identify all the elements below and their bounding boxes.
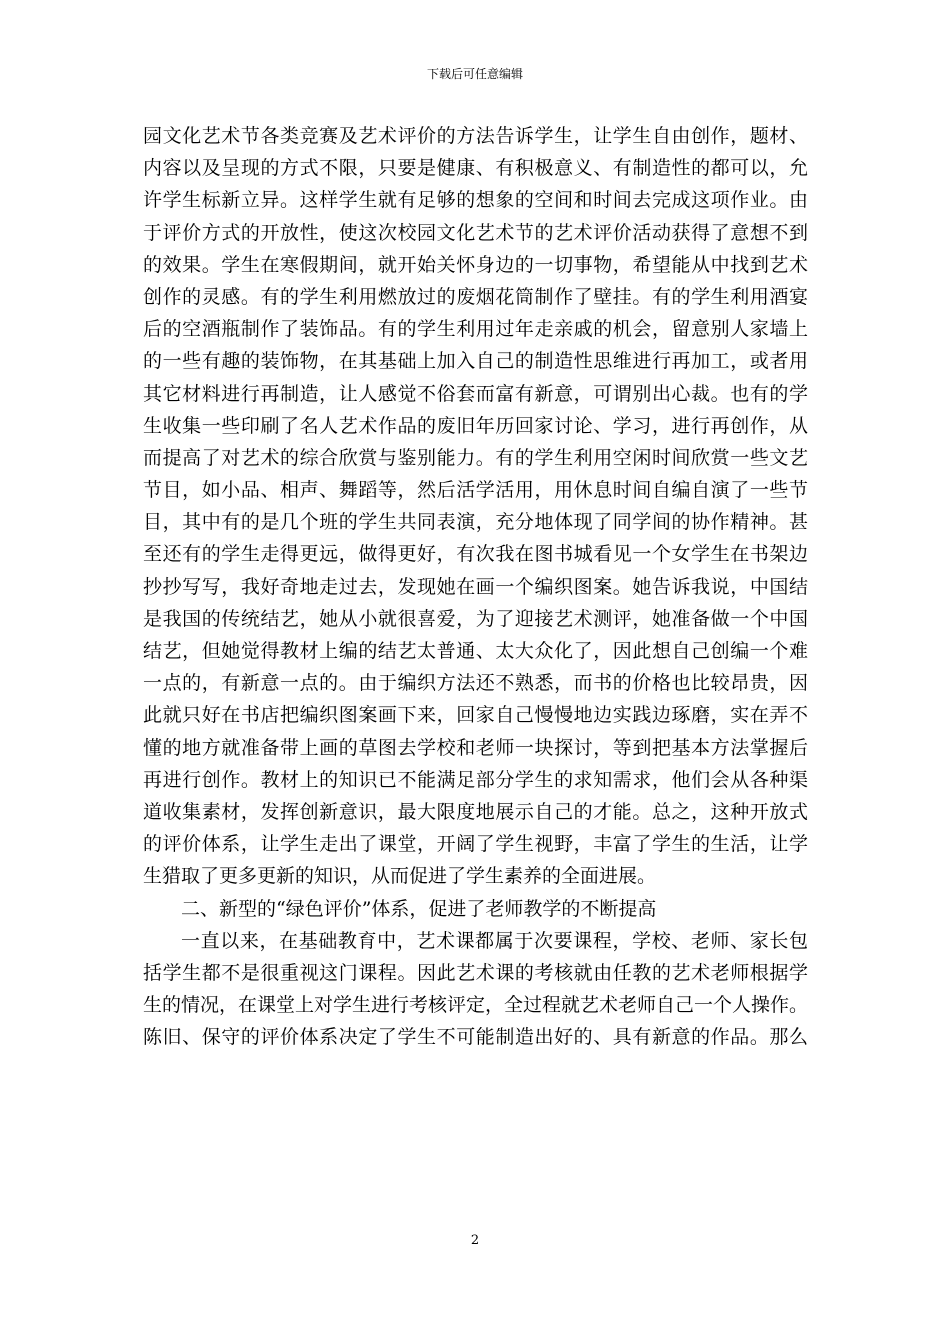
document-body <box>143 120 808 1053</box>
text-line: 抄抄写写，我好奇地走过去，发现她在画一个编织图案。她告诉我说，中国结 <box>143 575 808 598</box>
text-line: 创作的灵感。有的学生利用燃放过的废烟花筒制作了壁挂。有的学生利用酒宴 <box>143 285 808 308</box>
text-line: 生的情况，在课堂上对学生进行考核评定，全过程就艺术老师自己一个人操作。 <box>143 994 809 1017</box>
text-line: 括学生都不是很重视这门课程。因此艺术课的考核就由任教的艺术老师根据学 <box>143 961 808 984</box>
text-line: 目，其中有的是几个班的学生共同表演，充分地体现了同学间的协作精神。甚 <box>143 511 808 534</box>
text-line: 一直以来，在基础教育中，艺术课都属于次要课程，学校、老师、家长包 <box>181 929 808 952</box>
page-number: 2 <box>470 1233 480 1248</box>
text-line: 后的空酒瓶制作了装饰品。有的学生利用过年走亲戚的机会，留意别人家墙上 <box>143 318 808 341</box>
text-line: 一点的，有新意一点的。由于编织方法还不熟悉，而书的价格也比较昂贵，因 <box>143 672 808 695</box>
text-line: 生猎取了更多更新的知识，从而促进了学生素养的全面进展。 <box>143 865 657 888</box>
text-line: 的评价体系，让学生走出了课堂，开阔了学生视野，丰富了学生的生活，让学 <box>143 833 808 856</box>
text-line: 其它材料进行再制造，让人感觉不俗套而富有新意，可谓别出心裁。也有的学 <box>143 382 808 405</box>
text-line: 而提高了对艺术的综合欣赏与鉴别能力。有的学生利用空闲时间欣赏一些文艺 <box>143 446 808 469</box>
text-line: 陈旧、保守的评价体系决定了学生不可能制造出好的、具有新意的作品。那么 <box>143 1026 808 1049</box>
text-line: 于评价方式的开放性，使这次校园文化艺术节的艺术评价活动获得了意想不到 <box>143 221 808 244</box>
text-line: 结艺，但她觉得教材上编的结艺太普通、太大众化了，因此想自己创编一个难 <box>143 640 808 662</box>
text-line: 生收集一些印刷了名人艺术作品的废旧年历回家讨论、学习，进行再创作，从 <box>143 414 808 437</box>
text-line: 是我国的传统结艺，她从小就很喜爱，为了迎接艺术测评，她准备做一个中国 <box>143 607 808 630</box>
text-line: 的一些有趣的装饰物，在其基础上加入自己的制造性思维进行再加工，或者用 <box>143 350 808 373</box>
text-line: 节目，如小品、相声、舞蹈等，然后活学活用，用休息时间自编自演了一些节 <box>143 479 808 502</box>
text-line: 至还有的学生走得更远，做得更好，有次我在图书城看见一个女学生在书架边 <box>143 543 808 566</box>
text-line: 此就只好在书店把编织图案画下来，回家自己慢慢地边实践边琢磨，实在弄不 <box>143 704 808 727</box>
text-line: 的效果。学生在寒假期间，就开始关怀身边的一切事物，希望能从中找到艺术 <box>143 253 808 276</box>
text-line: 道收集素材，发挥创新意识，最大限度地展示自己的才能。总之，这种开放式 <box>143 800 808 823</box>
text-line: 懂的地方就准备带上画的草图去学校和老师一块探讨，等到把基本方法掌握后 <box>143 736 808 759</box>
page-header: 下载后可任意编辑 <box>426 67 523 81</box>
paragraph-2 <box>143 925 808 1054</box>
text-line: 园文化艺术节各类竞赛及艺术评价的方法告诉学生，让学生自由创作，题材、 <box>143 125 808 147</box>
section-heading: 二、新型的“绿色评价”体系，促进了老师教学的不断提高 <box>181 897 657 920</box>
text-line: 许学生标新立异。这样学生就有足够的想象的空间和时间去完成这项作业。由 <box>143 189 808 212</box>
paragraph-1 <box>143 120 808 893</box>
text-line: 内容以及呈现的方式不限，只要是健康、有积极意义、有制造性的都可以，允 <box>143 157 808 180</box>
text-line: 再进行创作。教材上的知识已不能满足部分学生的求知需求，他们会从各种渠 <box>143 768 808 791</box>
